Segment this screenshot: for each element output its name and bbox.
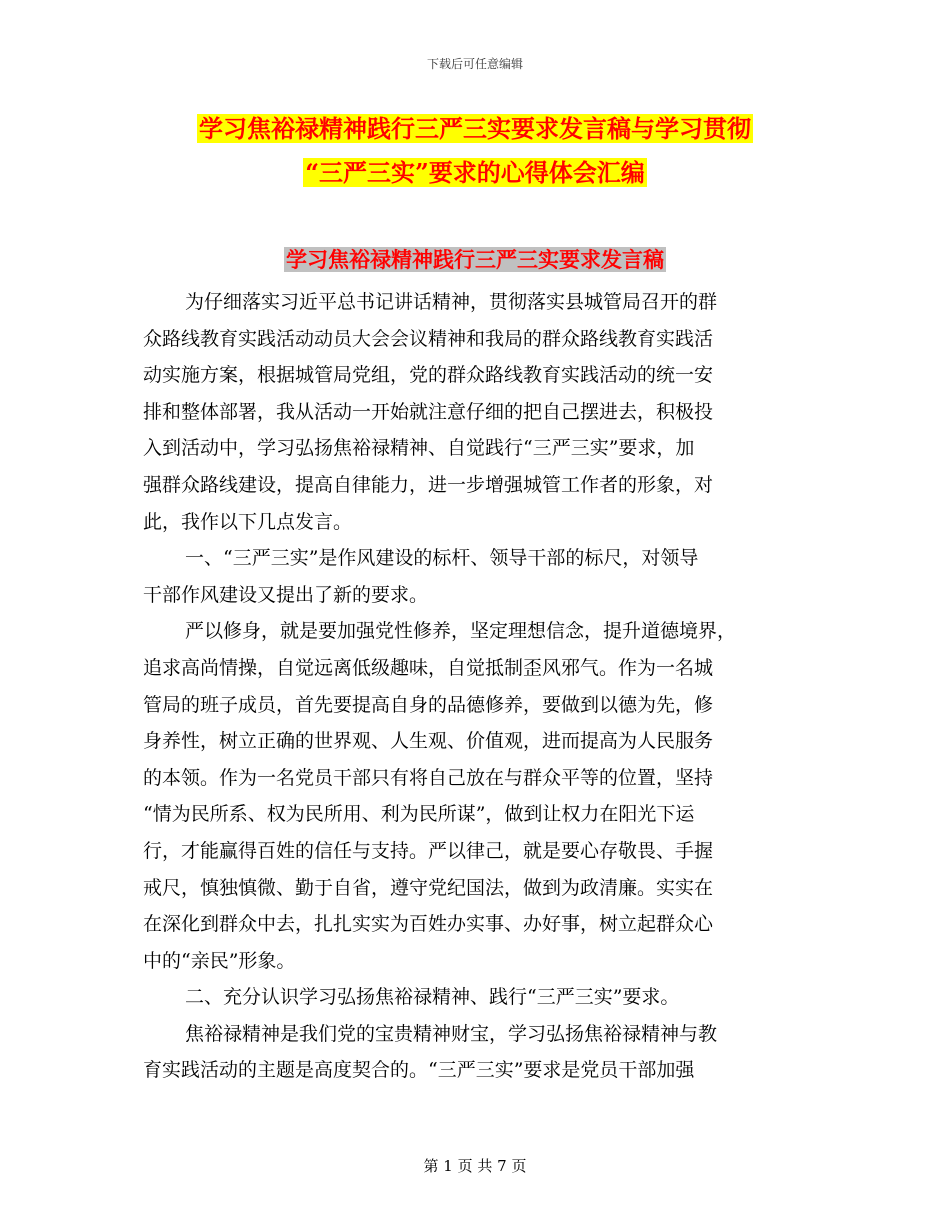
page-header-note: 下载后可任意编辑: [426, 57, 523, 71]
document-title-text-1: 学习焦裕禄精神践行三严三实要求发言稿与学习贯彻: [199, 114, 751, 143]
body-line: 的本领。作为一名党员干部只有将自己放在与群众平等的位置，坚持: [143, 766, 714, 789]
body-line: 强群众路线建设，提高自律能力，进一步增强城管工作者的形象，对: [143, 473, 714, 496]
body-line: 中的“亲民”形象。: [143, 949, 296, 972]
body-line: 一、“三严三实”是作风建设的标杆、领导干部的标尺，对领导: [185, 547, 699, 570]
page-footer: 第 1 页 共 7 页: [423, 1157, 527, 1175]
body-line: 严以修身，就是要加强党性修养，坚定理想信念，提升道德境界，: [185, 620, 737, 643]
body-line: 入到活动中，学习弘扬焦裕禄精神、自觉践行“三严三实”要求，加: [143, 437, 695, 460]
section-title: [0, 244, 950, 276]
document-body: [143, 284, 803, 1089]
body-line: 动实施方案，根据城管局党组，党的群众路线教育实践活动的统一安: [143, 364, 714, 387]
body-line: 排和整体部署，我从活动一开始就注意仔细的把自己摆进去，积极投: [143, 400, 714, 423]
body-line: 在深化到群众中去，扎扎实实为百姓办实事、办好事，树立起群众心: [143, 913, 714, 936]
body-line: 为仔细落实习近平总书记讲话精神，贯彻落实县城管局召开的群: [185, 291, 718, 313]
body-line: 干部作风建设又提出了新的要求。: [143, 583, 429, 606]
body-line: 众路线教育实践活动动员大会会议精神和我局的群众路线教育实践活: [143, 327, 714, 350]
body-line: 管局的班子成员，首先要提高自身的品德修养，要做到以德为先，修: [143, 693, 714, 716]
body-line: 戒尺，慎独慎微、勤于自省，遵守党纪国法，做到为政清廉。实实在: [143, 876, 714, 899]
section-title-text: 学习焦裕禄精神践行三严三实要求发言稿: [286, 247, 664, 272]
body-line: 身养性，树立正确的世界观、人生观、价值观，进而提高为人民服务: [143, 730, 714, 753]
body-line: “情为民所系、权为民所用、利为民所谋”，做到让权力在阳光下运: [143, 803, 695, 826]
body-line: 行，才能赢得百姓的信任与支持。严以律己，就是要心存敬畏、手握: [143, 839, 714, 862]
body-line: 此，我作以下几点发言。: [143, 510, 353, 533]
body-line: 焦裕禄精神是我们党的宝贵精神财宝，学习弘扬焦裕禄精神与教: [185, 1022, 718, 1045]
document-title-text-2: “三严三实”要求的心得体会汇编: [305, 158, 645, 187]
body-line: 追求高尚情操，自觉远离低级趣味，自觉抵制歪风邪气。作为一名城: [143, 656, 714, 679]
document-title-line-2: [0, 156, 950, 190]
document-title-line-1: [0, 112, 950, 146]
body-line: 二、充分认识学习弘扬焦裕禄精神、践行“三严三实”要求。: [185, 986, 680, 1009]
body-line: 育实践活动的主题是高度契合的。“三严三实”要求是党员干部加强: [143, 1059, 695, 1082]
